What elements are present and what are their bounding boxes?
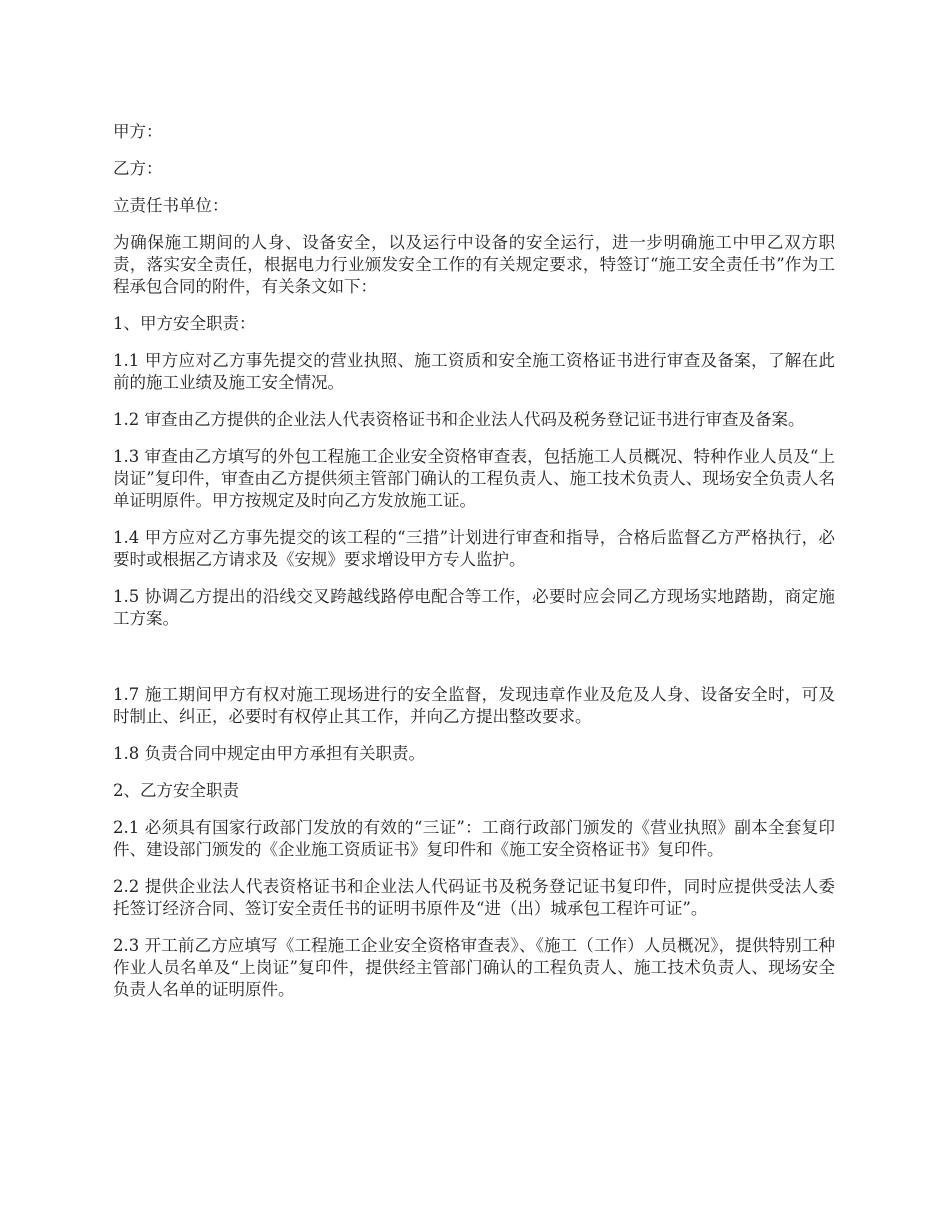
party-a-label: 甲方： <box>113 122 163 141</box>
section-heading-party-b: 2、乙方安全职责 <box>113 781 239 800</box>
document-page <box>113 121 835 1016</box>
clause-1-4: 1.4 甲方应对乙方事先提交的该工程的“三措”计划进行审查和指导，合格后监督乙方严格执行，必要时或根据乙方请求及《安规》要求增设甲方专人监护。 <box>113 528 835 569</box>
clause-2-2: 2.2 提供企业法人代表资格证书和企业法人代码证书及税务登记证书复印件，同时应提供受法人委托签订经济合同、签订安全责任书的证明书原件及“进（出）城承包工程许可证”。 <box>113 877 835 918</box>
intro-paragraph: 为确保施工期间的人身、设备安全，以及运行中设备的安全运行，进一步明确施工中甲乙双方职责，落实安全责任，根据电力行业颁发安全工作的有关规定要求，特签订“施工安全责任书”作为工程承包合同的附件，有关条文如下： <box>113 233 835 296</box>
clause-1-2: 1.2 审查由乙方提供的企业法人代表资格证书和企业法人代码及税务登记证书进行审查及备案。 <box>113 410 805 429</box>
clause-1-7: 1.7 施工期间甲方有权对施工现场进行的安全监督，发现违章作业及危及人身、设备安全时，可及时制止、纠正，必要时有权停止其工作，并向乙方提出整改要求。 <box>113 685 835 726</box>
clause-2-3: 2.3 开工前乙方应填写《工程施工企业安全资格审查表》、《施工（工作）人员概况》，提供特别工种作业人员名单及“上岗证”复印件，提供经主管部门确认的工程负责人、施工技术负责人、现场安全负责人名单的证明原件。 <box>113 936 835 999</box>
party-b-label: 乙方： <box>113 159 163 178</box>
clause-2-1: 2.1 必须具有国家行政部门发放的有效的“三证”：工商行政部门颁发的《营业执照》副本全套复印件、建设部门颁发的《企业施工资质证书》复印件和《施工安全资格证书》复印件。 <box>113 818 835 859</box>
blank-gap <box>113 645 835 684</box>
section-heading-party-a: 1、甲方安全职责： <box>113 314 256 333</box>
clause-1-1: 1.1 甲方应对乙方事先提交的营业执照、施工资质和安全施工资格证书进行审查及备案，了解在此前的施工业绩及施工安全情况。 <box>113 351 835 392</box>
clause-1-8: 1.8 负责合同中规定由甲方承担有关职责。 <box>113 744 425 763</box>
clause-1-3: 1.3 审查由乙方填写的外包工程施工企业安全资格审查表，包括施工人员概况、特种作业人员及“上岗证”复印件，审查由乙方提供须主管部门确认的工程负责人、施工技术负责人、现场安全负责人名单证明原件。甲方按规定及时向乙方发放施工证。 <box>113 447 835 510</box>
clause-1-5: 1.5 协调乙方提出的沿线交叉跨越线路停电配合等工作，必要时应会同乙方现场实地踏勘，商定施工方案。 <box>113 587 835 628</box>
responsible-unit-label: 立责任书单位： <box>113 196 229 215</box>
